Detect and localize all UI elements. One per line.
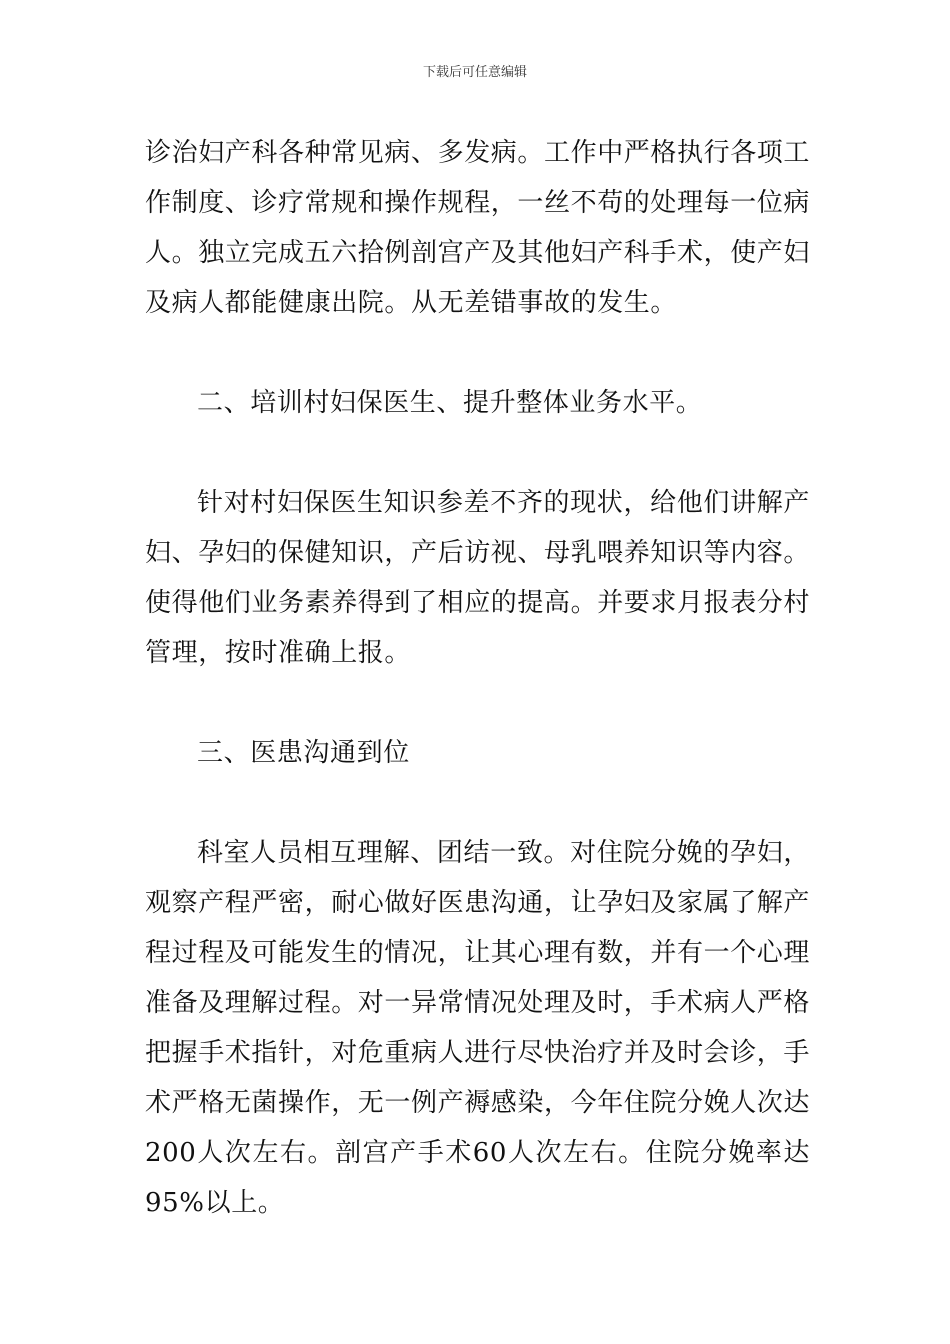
paragraph-communication: 科室人员相互理解、团结一致。对住院分娩的孕妇，观察产程严密，耐心做好医患沟通，让孕妇及家属了解产程过程及可能发生的情况，让其心理有数，并有一个心理准备及理解过程。对一异常情况处理及时，手术病人严格把握手术指针，对危重病人进行尽快治疗并及时会诊，手术严格无菌操作，无一例产褥感染，今年住院分娩人次达200人次左右。剖宫产手术60人次左右。住院分娩率达95%以上。	[145, 838, 811, 1218]
paragraph-diagnosis: 诊治妇产科各种常见病、多发病。工作中严格执行各项工作制度、诊疗常规和操作规程，一丝不苟的处理每一位病人。独立完成五六拾例剖宫产及其他妇产科手术，使产妇及病人都能健康出院。从无差错事故的发生。	[145, 138, 811, 318]
section-heading-communication: 三、医患沟通到位	[197, 738, 410, 768]
document-body	[145, 128, 810, 1228]
page-header: 下载后可任意编辑	[422, 65, 527, 80]
section-heading-training: 二、培训村妇保医生、提升整体业务水平。	[197, 388, 703, 418]
paragraph-training: 针对村妇保医生知识参差不齐的现状，给他们讲解产妇、孕妇的保健知识，产后访视、母乳喂养知识等内容。使得他们业务素养得到了相应的提高。并要求月报表分村管理，按时准确上报。	[145, 488, 811, 668]
